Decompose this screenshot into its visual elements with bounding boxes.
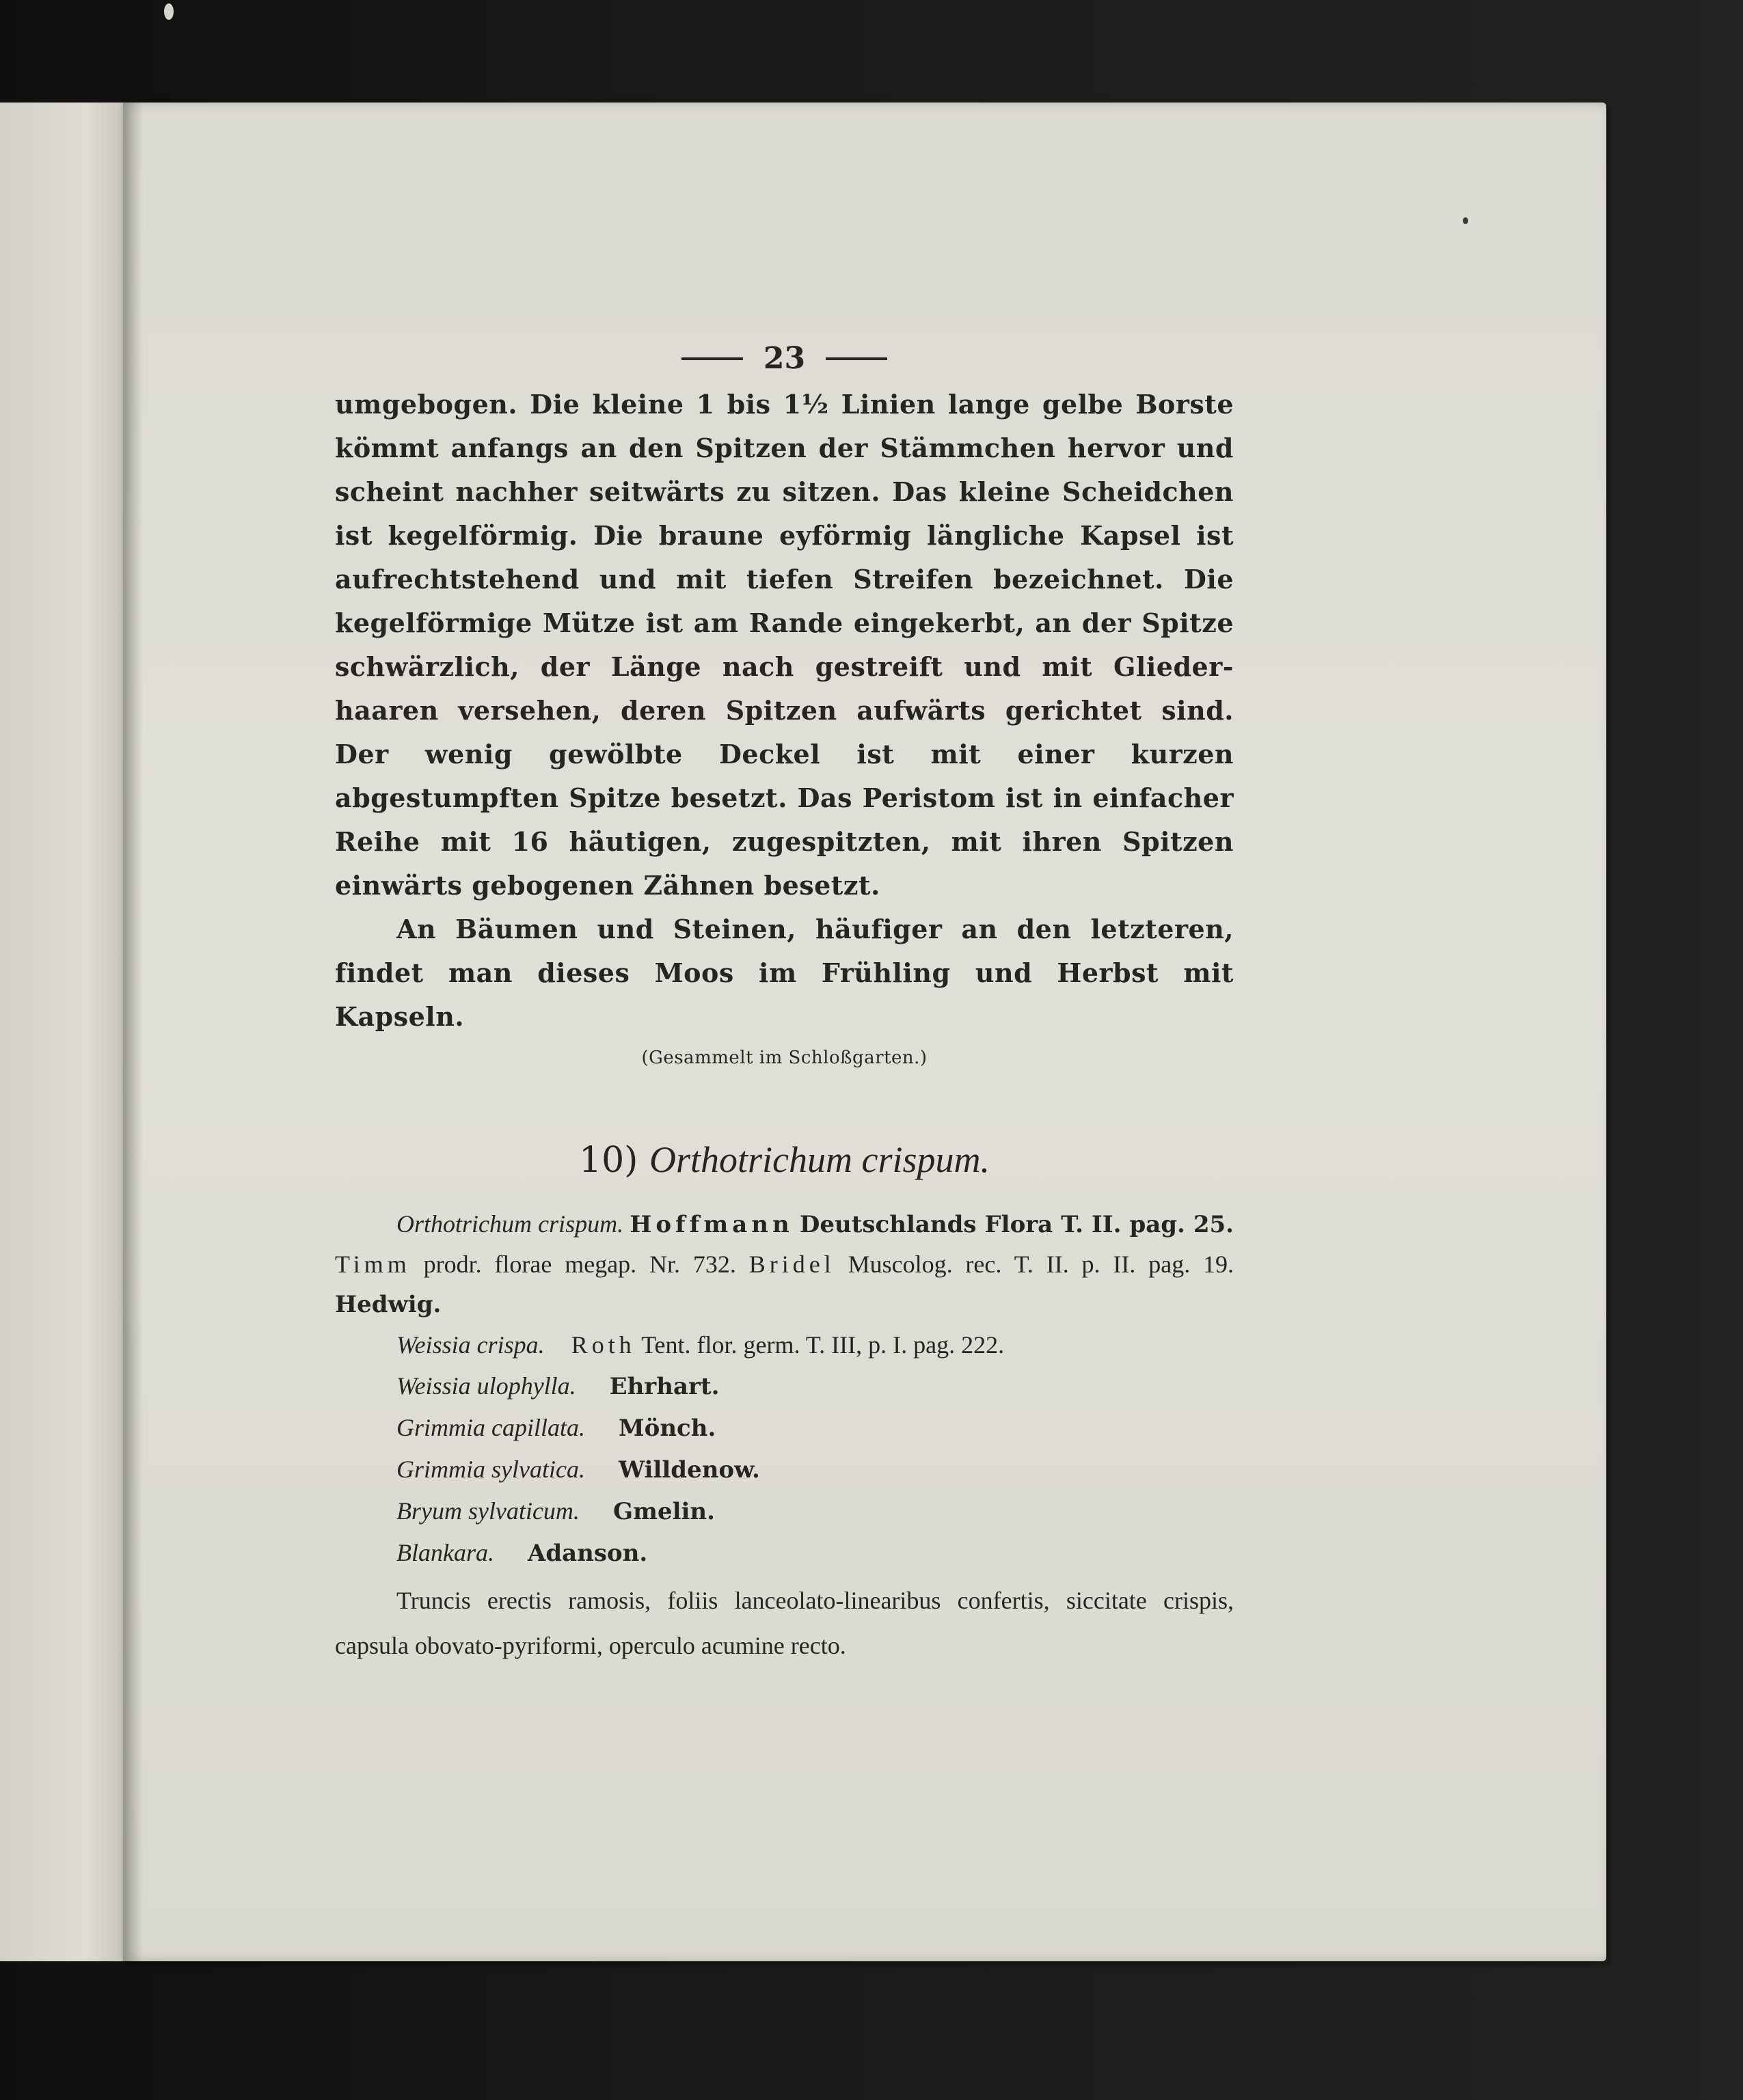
species-heading	[335, 1122, 1234, 1197]
synonym-name: Bryum sylvaticum.	[396, 1497, 580, 1525]
synonym-line	[335, 1324, 1234, 1365]
synonym-line	[335, 1407, 1234, 1449]
ref-work-1: Deutschlands Flora T. II. pag. 25.	[799, 1211, 1234, 1238]
rule-left	[681, 357, 743, 360]
synonym-author: Gmelin.	[612, 1498, 715, 1525]
synonym-name: Blankara.	[396, 1539, 494, 1566]
habitat-paragraph: An Bäumen und Steinen, häufiger an den letzteren, findet man dieses Moos im Frühling und Herbst mit Kapseln.	[335, 914, 1234, 1032]
synonym-author: Mönch.	[619, 1415, 716, 1442]
page-gutter	[123, 103, 144, 1961]
synonym-author: Adanson.	[527, 1540, 648, 1567]
species-number: 10)	[579, 1140, 638, 1181]
facing-page-edge	[0, 103, 125, 1961]
synonym-author: Roth	[571, 1331, 636, 1359]
page-number-value: 23	[763, 341, 806, 376]
ref-author-1: Hoffmann	[630, 1211, 794, 1238]
paper-fleck	[164, 3, 174, 20]
ref-work-3: Muscolog. rec. T. II. p. II. pag. 19.	[848, 1251, 1234, 1278]
synonym-line	[335, 1449, 1234, 1490]
ref-work-2: prodr. florae megap. Nr. 732.	[423, 1251, 736, 1278]
primary-reference	[335, 1204, 1234, 1324]
synonym-name: Grimmia sylvatica.	[396, 1456, 585, 1483]
ref-author-4: Hedwig.	[335, 1291, 442, 1318]
ref-author-2: Timm	[335, 1251, 411, 1278]
collection-note: (Gesammelt im Schloßgarten.)	[641, 1048, 928, 1068]
synonym-author: Willdenow.	[618, 1456, 760, 1484]
synonym-line	[335, 1490, 1234, 1532]
synonymy	[335, 1204, 1234, 1668]
ref-name: Orthotrichum crispum.	[396, 1210, 624, 1238]
synonym-author: Ehrhart.	[609, 1373, 720, 1400]
page-text	[335, 335, 1234, 1668]
synonym-line	[335, 1532, 1234, 1574]
synonym-line	[335, 1365, 1234, 1407]
page-number	[335, 335, 1234, 383]
synonym-work: Tent. flor. germ. T. III, p. I. pag. 222.	[641, 1331, 1005, 1359]
species-title: Orthotrichum crispum.	[649, 1139, 990, 1180]
ref-author-3: Bridel	[748, 1251, 835, 1278]
paper-fleck	[1463, 217, 1468, 224]
rule-right	[826, 357, 887, 360]
description-paragraph: umgebogen. Die kleine 1 bis 1½ Linien lange gelbe Borste kömmt anfangs an den Spitzen der Stämmchen hervor und scheint nachher seitwärts zu sitzen. Das kleine Scheidchen ist kegelförmig. Die braune eyförmig längliche Kapsel ist aufrechtstehend und mit tiefen Streifen bezeichnet. Die kegelförmige Mütze ist am Rande eingekerbt, an der Spitze schwärzlich, der Länge nach gestreift und mit Glieder-haaren versehen, deren Spitzen aufwärts gerichtet sind. Der wenig gewölbte Deckel ist mit einer kurzen abgestumpften Spitze besetzt. Das Peristom ist in einfacher Reihe mit 16 häutigen, zugespitzten, mit ihren Spitzen einwärts gebogenen Zähnen besetzt.	[335, 389, 1234, 901]
latin-diagnosis: Truncis erectis ramosis, foliis lanceolato-linearibus confertis, siccitate crispis, capsula obovato-pyriformi, operculo acumine recto.	[335, 1587, 1234, 1659]
synonym-name: Weissia crispa.	[396, 1331, 545, 1359]
synonym-name: Grimmia capillata.	[396, 1414, 585, 1441]
synonym-name: Weissia ulophylla.	[396, 1372, 576, 1400]
